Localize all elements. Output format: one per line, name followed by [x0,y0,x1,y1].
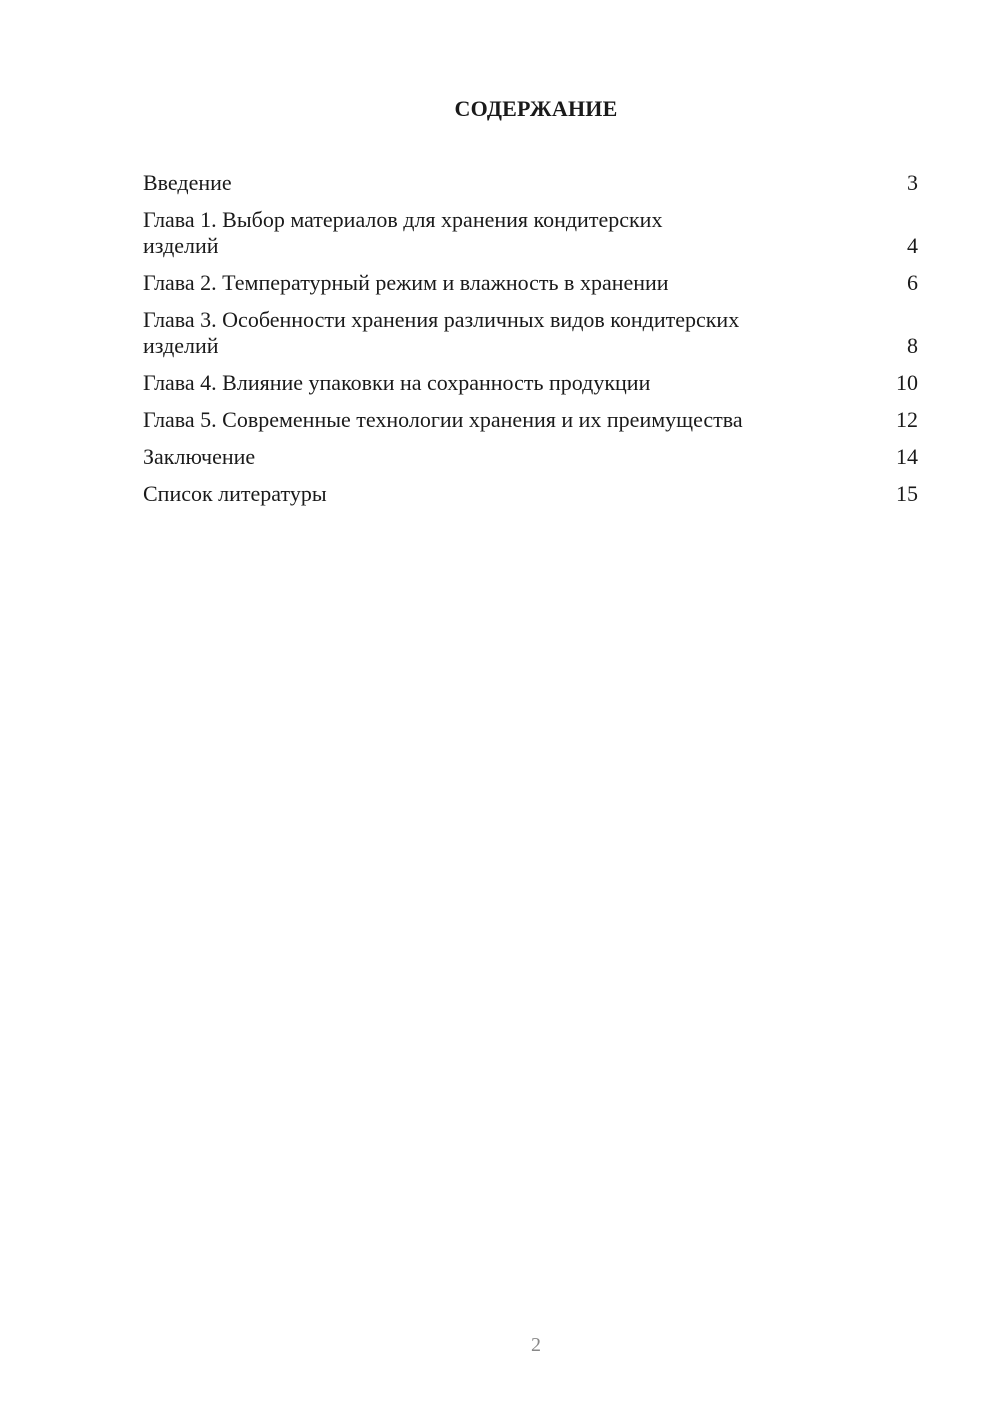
toc-entry-chapter-4[interactable] [143,370,918,396]
toc-entry-label: Глава 4. Влияние упаковки на сохранность продукции [143,370,651,395]
toc-entry-page: 3 [907,170,918,195]
toc-entry-references[interactable] [143,481,918,507]
toc-entry-chapter-2[interactable] [143,270,918,296]
toc-entry-label: Глава 2. Температурный режим и влажность в хранении [143,270,669,295]
toc-entry-label: Глава 5. Современные технологии хранения и их преимущества [143,407,743,432]
table-of-contents [143,170,918,518]
toc-entry-page: 12 [896,407,918,432]
toc-entry-chapter-3[interactable] [143,307,918,359]
toc-entry-page: 14 [896,444,918,469]
toc-entry-page: 8 [907,333,918,358]
toc-entry-chapter-5[interactable] [143,407,918,433]
toc-entry-label: Введение [143,170,232,195]
page-title: СОДЕРЖАНИЕ [454,96,618,121]
toc-entry-chapter-1[interactable] [143,207,918,259]
toc-entry-page: 4 [907,233,918,258]
toc-entry-conclusion[interactable] [143,444,918,470]
toc-entry-page: 10 [896,370,918,395]
toc-entry-page: 15 [896,481,918,506]
toc-entry-label: Список литературы [143,481,327,506]
page-number: 2 [531,1334,541,1356]
toc-entry-label: Глава 3. Особенности хранения различных видов кондитерских изделий [143,307,740,358]
toc-entry-label: Глава 1. Выбор материалов для хранения кондитерских изделий [143,207,663,258]
toc-entry-page: 6 [907,270,918,295]
toc-entry-introduction[interactable] [143,170,918,196]
toc-entry-label: Заключение [143,444,256,469]
